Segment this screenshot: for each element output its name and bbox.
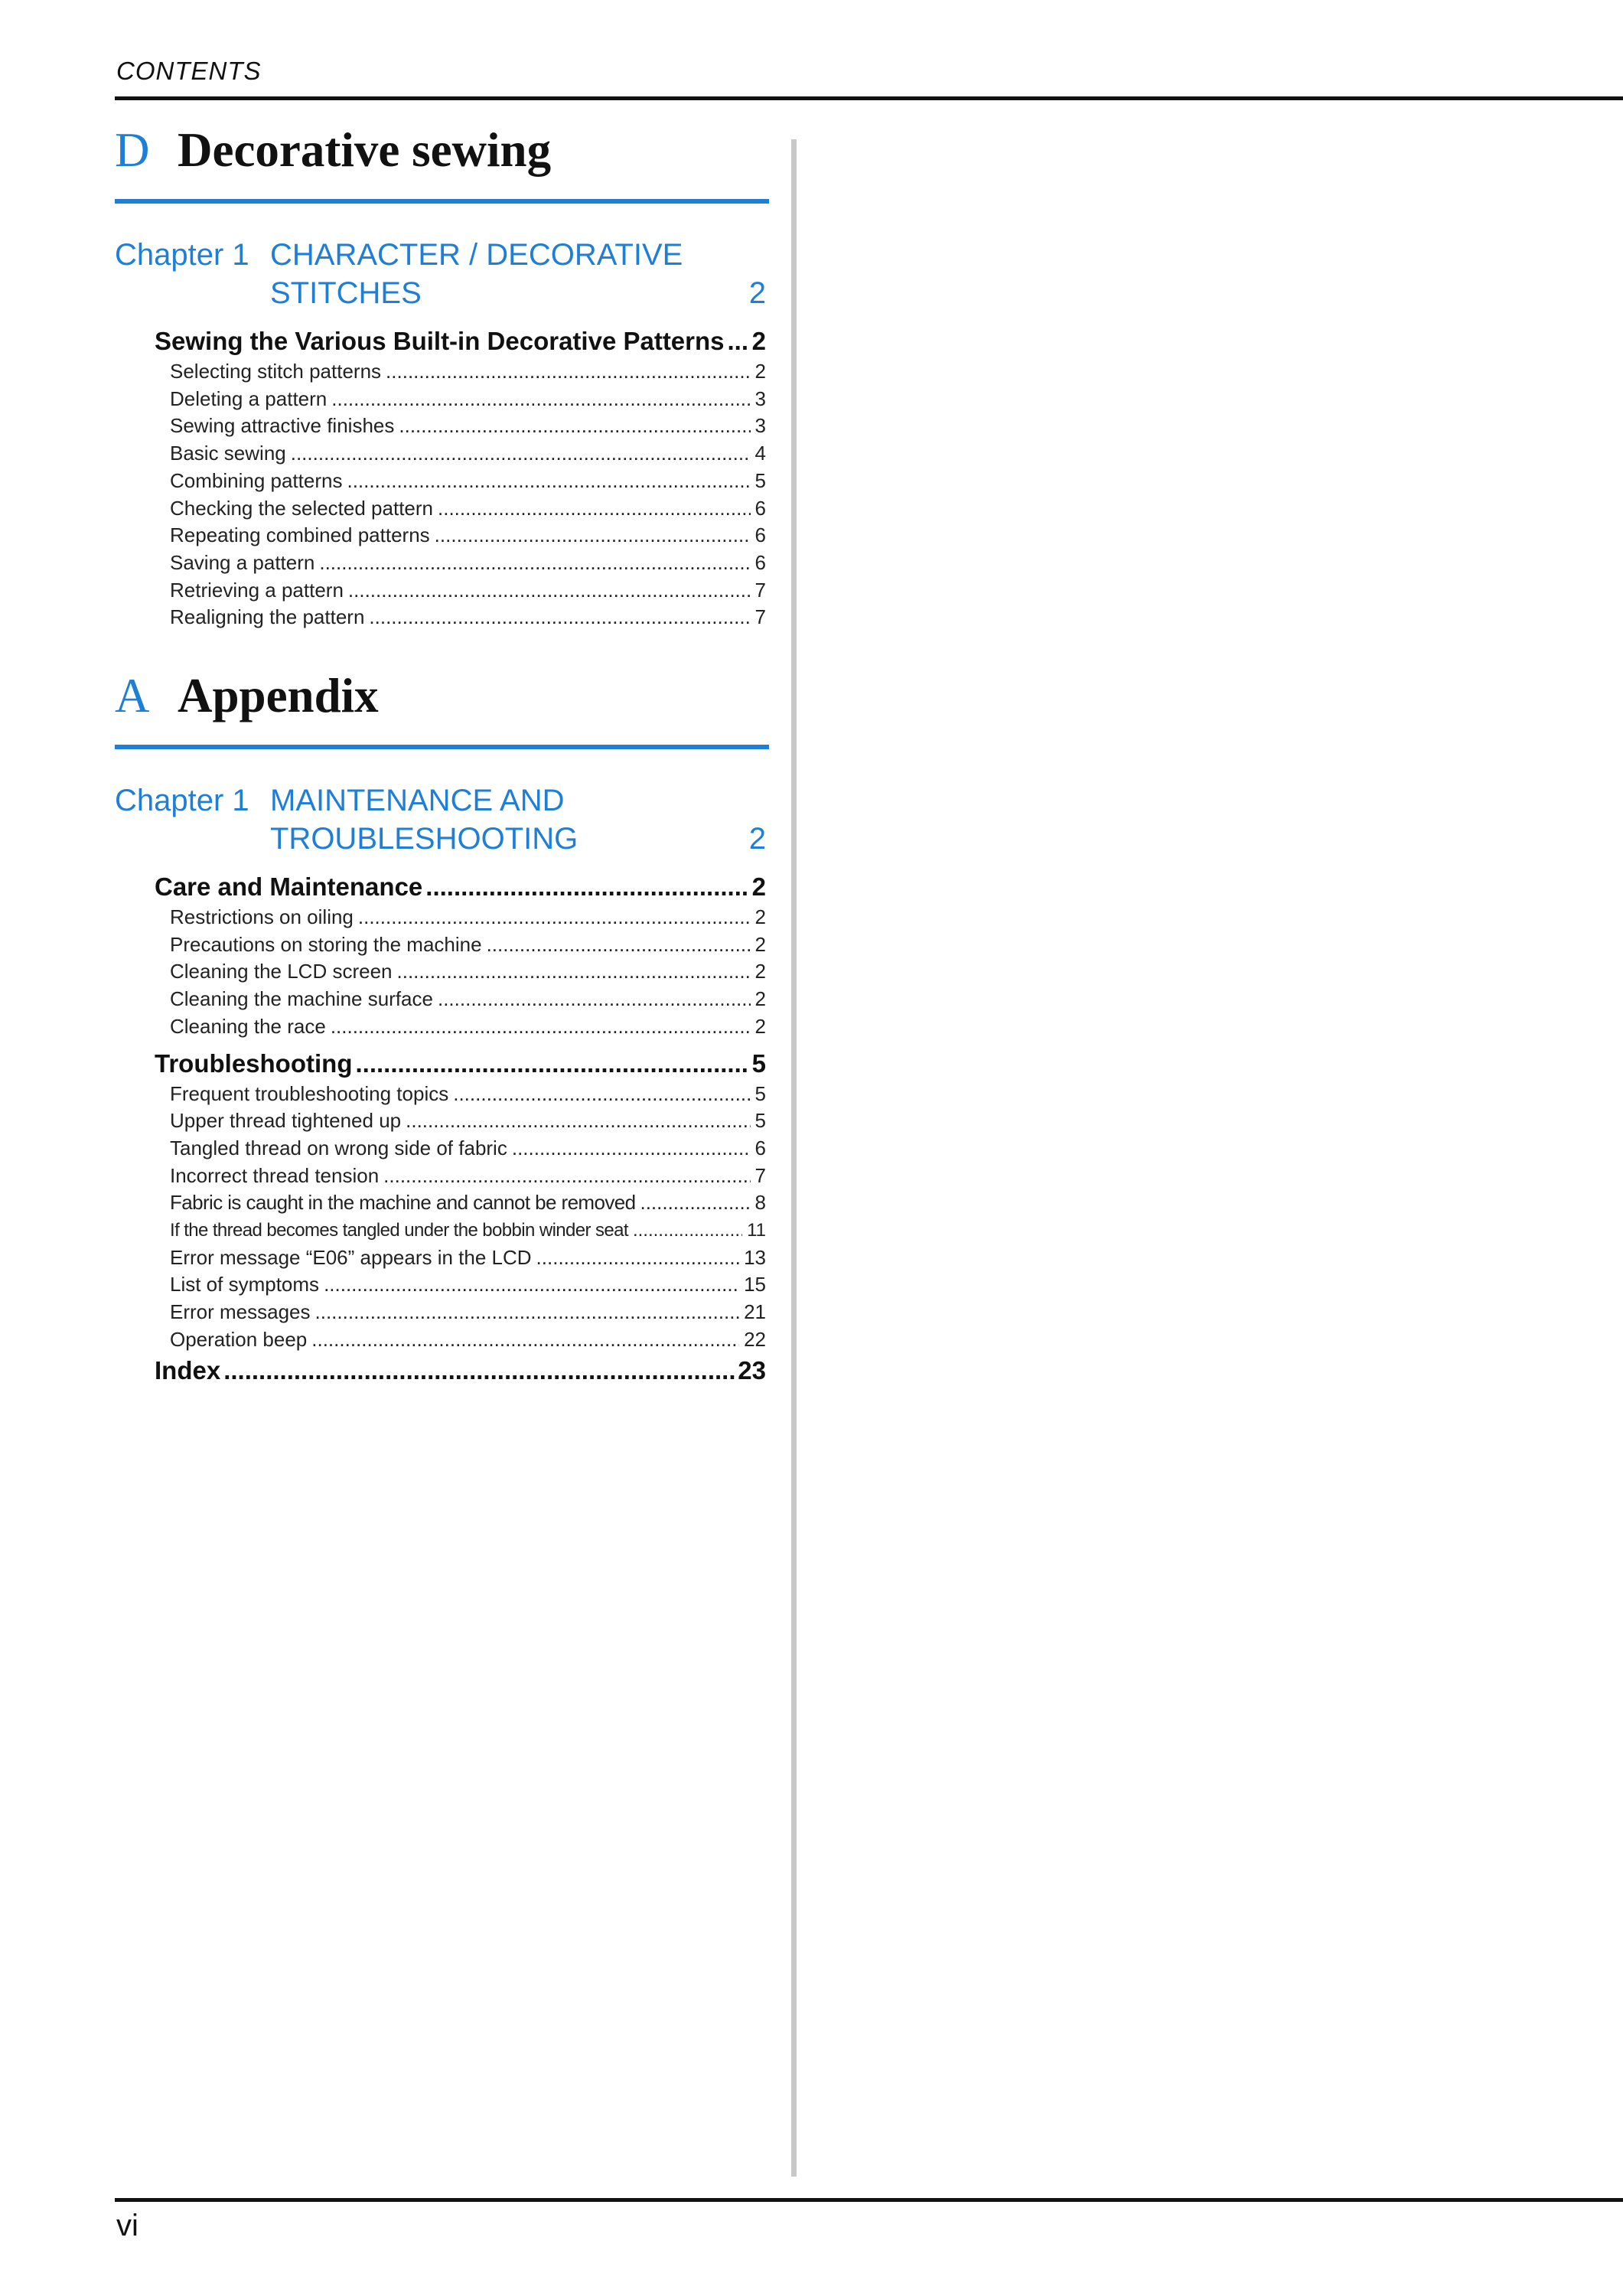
entry-label: Cleaning the LCD screen — [170, 960, 393, 983]
entry-label: Precautions on storing the machine — [170, 932, 482, 956]
leader-dots — [397, 958, 751, 986]
leader-dots — [223, 1354, 735, 1388]
toc-entry[interactable] — [170, 986, 766, 1013]
entry-page: 5 — [754, 468, 766, 492]
section-title: Troubleshooting — [155, 1049, 353, 1078]
entry-page: 15 — [744, 1273, 766, 1296]
leader-dots — [291, 440, 751, 468]
entry-page: 6 — [754, 550, 766, 574]
entry-label: Tangled thread on wrong side of fabric — [170, 1136, 507, 1159]
toc-entry[interactable] — [170, 1271, 766, 1299]
toc-entry[interactable] — [170, 958, 766, 986]
chapter-label: Chapter 1 — [115, 238, 249, 272]
section-title: Sewing the Various Built-in Decorative Patterns — [155, 327, 725, 355]
toc-entry[interactable] — [170, 358, 766, 386]
contents-column — [115, 122, 769, 1388]
running-head: CONTENTS — [116, 57, 262, 85]
entry-page: 2 — [754, 932, 766, 956]
entry-page: 2 — [754, 360, 766, 383]
toc-entry[interactable] — [170, 413, 766, 440]
toc-entry[interactable] — [170, 1299, 766, 1326]
leader-dots — [728, 325, 749, 358]
toc-entry[interactable] — [170, 604, 766, 631]
entry-page: 11 — [747, 1220, 766, 1241]
toc-entry[interactable] — [170, 904, 766, 931]
entry-label: Basic sewing — [170, 442, 286, 465]
leader-dots — [347, 468, 750, 495]
entry-label: Deleting a pattern — [170, 386, 328, 410]
toc-entry[interactable] — [170, 550, 766, 577]
leader-dots — [640, 1189, 750, 1217]
entry-label: Cleaning the machine surface — [170, 987, 433, 1011]
leader-dots — [358, 904, 751, 931]
toc-section[interactable] — [155, 1354, 766, 1388]
leader-dots — [324, 1271, 739, 1299]
leader-dots — [487, 931, 751, 959]
section-title: Index — [155, 1355, 221, 1384]
leader-dots — [536, 1244, 740, 1272]
entry-label: Checking the selected pattern — [170, 496, 433, 520]
entry-label: Error messages — [170, 1300, 311, 1324]
chapter-heading[interactable] — [115, 781, 769, 858]
section-page: 2 — [751, 327, 766, 355]
entry-page: 6 — [754, 523, 766, 547]
toc-entry[interactable] — [170, 1326, 766, 1354]
chapter-title — [270, 781, 769, 858]
entry-page: 2 — [754, 1014, 766, 1038]
toc-entry[interactable] — [170, 468, 766, 495]
leader-dots — [512, 1135, 751, 1163]
section-page: 5 — [751, 1049, 766, 1078]
leader-dots — [348, 577, 751, 605]
leader-dots — [315, 1299, 740, 1326]
part-letter: D — [115, 123, 150, 177]
part-title: Decorative sewing — [178, 123, 552, 177]
toc-entry[interactable] — [170, 1135, 766, 1163]
entry-label: Realigning the pattern — [170, 605, 365, 629]
entry-page: 5 — [754, 1081, 766, 1105]
entry-label: If the thread becomes tangled under the bobbin winder seat — [170, 1220, 628, 1241]
entry-page: 6 — [754, 1136, 766, 1159]
entry-label: Retrieving a pattern — [170, 578, 344, 602]
chapter-title-line2: STITCHES — [270, 276, 422, 310]
chapter-title-line1: CHARACTER / DECORATIVE — [270, 238, 683, 272]
part-title: Appendix — [178, 669, 379, 723]
part-letter: A — [115, 669, 150, 723]
leader-dots — [633, 1217, 742, 1244]
entry-page: 3 — [754, 414, 766, 438]
entry-label: Repeating combined patterns — [170, 523, 430, 547]
entry-page: 2 — [754, 960, 766, 983]
leader-dots — [355, 1047, 748, 1081]
leader-dots — [425, 870, 748, 904]
section-page: 23 — [738, 1355, 766, 1384]
page-number: vi — [116, 2209, 139, 2242]
entry-label: Operation beep — [170, 1327, 308, 1351]
leader-dots — [438, 495, 751, 523]
chapter-title-line1: MAINTENANCE AND — [270, 784, 565, 818]
entry-page: 21 — [744, 1300, 766, 1324]
chapter-page: 2 — [748, 822, 766, 856]
toc-entry[interactable] — [170, 1081, 766, 1108]
entry-page: 2 — [754, 987, 766, 1011]
entry-page: 7 — [754, 605, 766, 629]
entry-label: Incorrect thread tension — [170, 1163, 380, 1187]
entry-page: 8 — [754, 1191, 766, 1215]
entry-page: 4 — [754, 442, 766, 465]
toc-entry[interactable] — [170, 495, 766, 523]
leader-dots — [453, 1081, 750, 1108]
chapter-page: 2 — [748, 276, 766, 310]
entry-label: Frequent troubleshooting topics — [170, 1081, 449, 1105]
entry-label: Fabric is caught in the machine and cannot be removed — [170, 1191, 636, 1215]
leader-dots — [311, 1326, 739, 1354]
entry-label: Cleaning the race — [170, 1014, 326, 1038]
entry-page: 22 — [744, 1327, 766, 1351]
section-title: Care and Maintenance — [155, 872, 423, 902]
entry-label: Combining patterns — [170, 468, 343, 492]
entry-page: 2 — [754, 905, 766, 929]
toc-entry[interactable] — [170, 1189, 766, 1217]
toc-entry[interactable] — [170, 577, 766, 605]
leader-dots — [399, 413, 750, 440]
leader-dots — [331, 1013, 751, 1041]
chapter-label: Chapter 1 — [115, 784, 249, 818]
entry-page: 5 — [754, 1109, 766, 1133]
toc-entry[interactable] — [170, 440, 766, 468]
toc-section[interactable] — [155, 1047, 766, 1081]
chapter-title-line2: TROUBLESHOOTING — [270, 822, 578, 856]
entry-label: Sewing attractive finishes — [170, 414, 395, 438]
entry-label: Saving a pattern — [170, 550, 315, 574]
part-appendix — [115, 668, 769, 1388]
leader-dots — [319, 550, 750, 577]
entry-label: Upper thread tightened up — [170, 1109, 402, 1133]
toc-entry[interactable] — [170, 1107, 766, 1135]
part-decorative-sewing — [115, 122, 769, 631]
toc-entry[interactable] — [170, 1163, 766, 1190]
entry-page: 13 — [744, 1245, 766, 1269]
toc-entry[interactable] — [170, 931, 766, 959]
toc-entry[interactable] — [170, 386, 766, 413]
footer-rule — [115, 2198, 1623, 2202]
toc-section[interactable] — [155, 325, 766, 358]
entry-label: Restrictions on oiling — [170, 905, 354, 929]
entry-page: 3 — [754, 386, 766, 410]
leader-dots — [331, 386, 750, 413]
header-rule — [115, 96, 1623, 100]
chapter-title — [270, 236, 769, 312]
leader-dots — [386, 358, 750, 386]
toc-entry[interactable] — [170, 1244, 766, 1272]
leader-dots — [435, 522, 751, 550]
entry-label: List of symptoms — [170, 1273, 320, 1296]
entry-label: Selecting stitch patterns — [170, 360, 382, 383]
entry-page: 6 — [754, 496, 766, 520]
toc-entry[interactable] — [170, 1217, 766, 1244]
leader-dots — [438, 986, 751, 1013]
section-page: 2 — [751, 872, 766, 902]
toc-entry[interactable] — [170, 1013, 766, 1041]
part-heading — [115, 122, 769, 204]
toc-entry[interactable] — [170, 522, 766, 550]
leader-dots — [406, 1107, 750, 1135]
column-divider — [791, 139, 797, 2177]
entry-page: 7 — [754, 1163, 766, 1187]
entry-label: Error message “E06” appears in the LCD — [170, 1245, 532, 1269]
chapter-heading[interactable] — [115, 236, 769, 312]
toc-section[interactable] — [155, 870, 766, 904]
leader-dots — [369, 604, 750, 631]
leader-dots — [383, 1163, 750, 1190]
part-heading — [115, 668, 769, 749]
entry-page: 7 — [754, 578, 766, 602]
